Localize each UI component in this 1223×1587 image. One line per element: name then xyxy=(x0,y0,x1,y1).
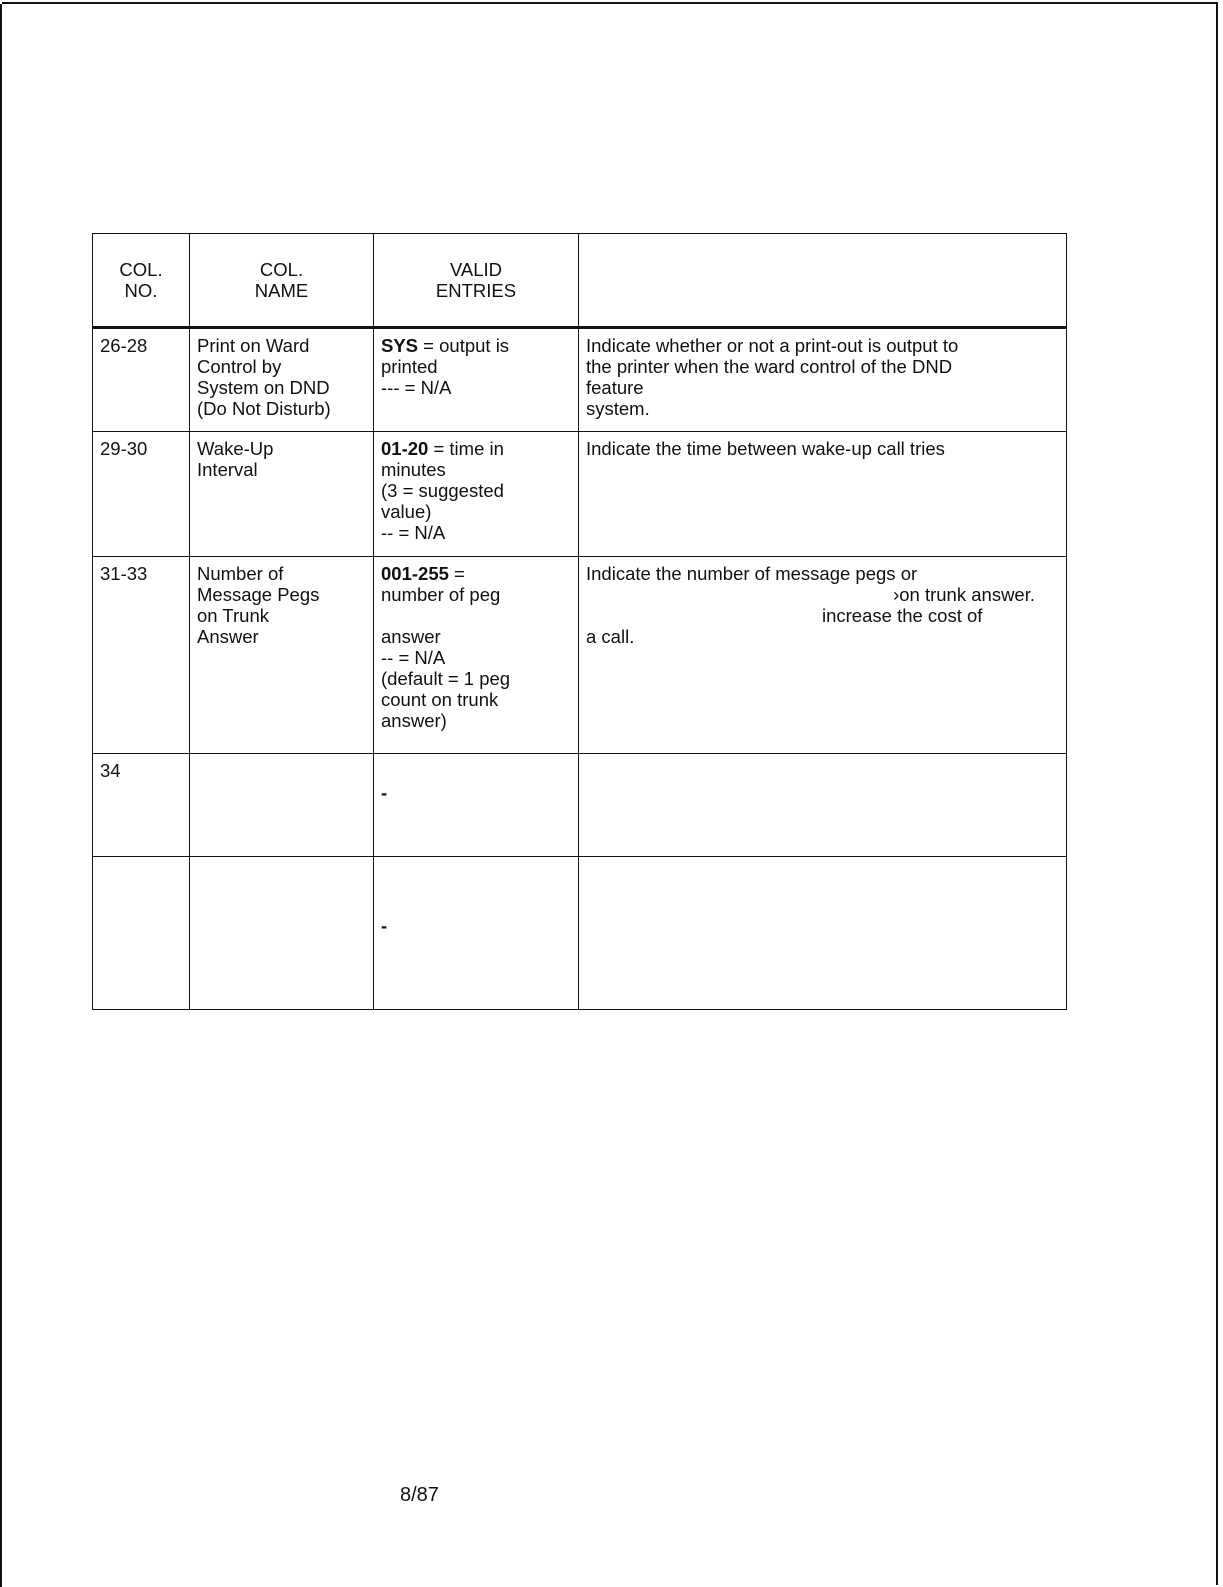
row-col-name: Wake-Up Interval xyxy=(190,432,374,557)
dash-mark: - xyxy=(381,915,388,936)
table-header-row xyxy=(93,234,1067,328)
row-valid-entries xyxy=(374,754,579,857)
row-valid-entries: 01-20 = time in minutes (3 = suggested value) -- = N/A xyxy=(374,432,579,557)
row-col-name xyxy=(190,754,374,857)
header-col-name: COL. NAME xyxy=(190,234,374,328)
row-col-no: 29-30 xyxy=(93,432,190,557)
header-description xyxy=(579,234,1067,328)
table-row xyxy=(93,857,1067,1010)
header-valid-entries: VALID ENTRIES xyxy=(374,234,579,328)
row-description: Indicate whether or not a print-out is output to the printer when the ward control of the DND feature system. xyxy=(579,328,1067,432)
row-description: Indicate the number of message pegs or ›on trunk answer. increase the cost of a call. xyxy=(579,557,1067,754)
row-col-no: 26-28 xyxy=(93,328,190,432)
blank-line xyxy=(381,605,571,626)
dash-mark: - xyxy=(381,782,388,803)
table-row xyxy=(93,432,1067,557)
column-definition-table xyxy=(92,233,1067,1010)
row-valid-entries: SYS = output is printed --- = N/A xyxy=(374,328,579,432)
row-col-no xyxy=(93,857,190,1010)
row-description xyxy=(579,857,1067,1010)
table-row xyxy=(93,328,1067,432)
page-number: 8/87 xyxy=(400,1484,439,1506)
row-valid-entries: 001-255 = number of peg answer -- = N/A (default = 1 peg count on trunk answer) xyxy=(374,557,579,754)
table-row xyxy=(93,754,1067,857)
row-col-name xyxy=(190,857,374,1010)
row-valid-entries xyxy=(374,857,579,1010)
table-row xyxy=(93,557,1067,754)
row-col-no: 31-33 xyxy=(93,557,190,754)
header-col-no: COL. NO. xyxy=(93,234,190,328)
row-col-name: Print on Ward Control by System on DND (Do Not Disturb) xyxy=(190,328,374,432)
row-col-no: 34 xyxy=(93,754,190,857)
row-col-name: Number of Message Pegs on Trunk Answer xyxy=(190,557,374,754)
row-description xyxy=(579,754,1067,857)
page-left-rule xyxy=(0,4,2,1587)
row-description: Indicate the time between wake-up call tries xyxy=(579,432,1067,557)
